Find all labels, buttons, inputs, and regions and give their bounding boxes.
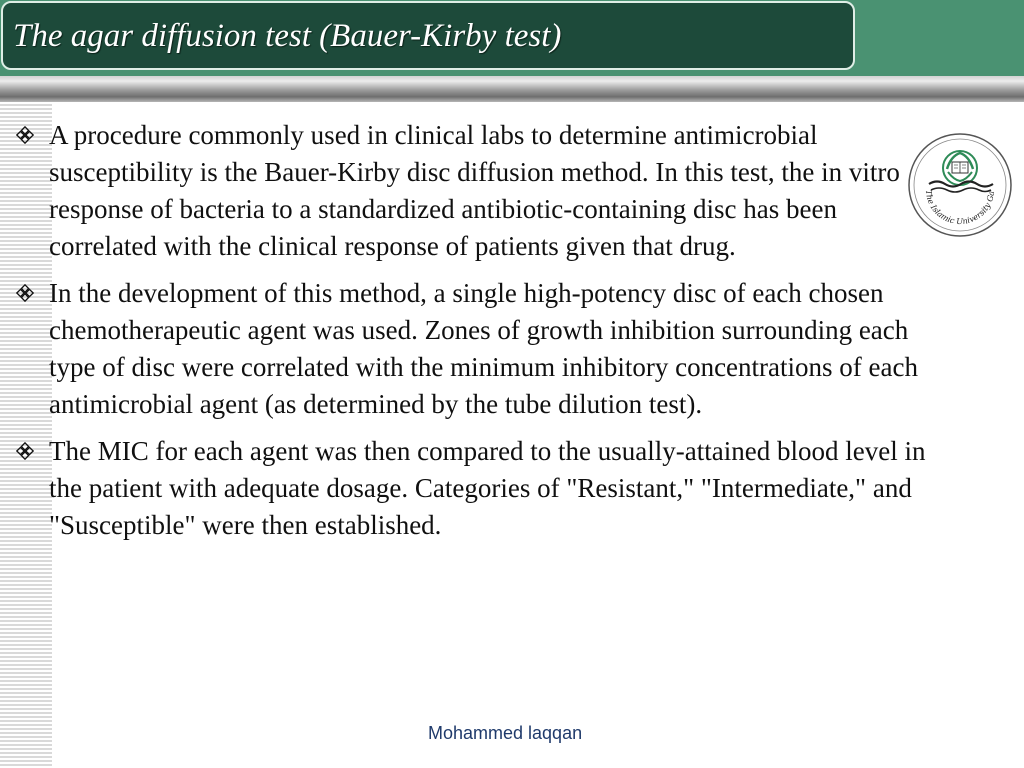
diamond-bullet-icon [16,433,36,470]
slide-title: The agar diffusion test (Bauer-Kirby test) [13,18,562,54]
bullet-item [16,117,936,265]
bullet-text: The MIC for each agent was then compared to the usually-attained blood level in the patient with adequate dosage. Categories of "Resistant," "Intermediate," and "Susceptible" were then established. [49,436,926,540]
bullet-item [16,433,936,544]
bullet-text: In the development of this method, a single high-potency disc of each chosen chemotherapeutic agent was used. Zones of growth inhibition surrounding each type of disc were correlated with the minimum inhibitory concentrations of each antimicrobial agent (as determined by the tube dilution test). [49,278,918,419]
bullet-text: A procedure commonly used in clinical labs to determine antimicrobial susceptibility is the Bauer-Kirby disc diffusion method. In this test, the in vitro response of bacteria to a standardized antibiotic-containing disc has been correlated with the clinical response of patients given that drug. [49,120,900,261]
diamond-bullet-icon [16,117,36,154]
footer-author: Mohammed laqqan [428,723,583,743]
bullet-item [16,275,936,423]
university-seal-logo [907,132,1013,238]
title-box [1,1,855,70]
header-divider [0,76,1024,102]
seal-caption: The Islamic University Ga [923,189,997,227]
bullet-list [16,117,936,554]
diamond-bullet-icon [16,275,36,312]
